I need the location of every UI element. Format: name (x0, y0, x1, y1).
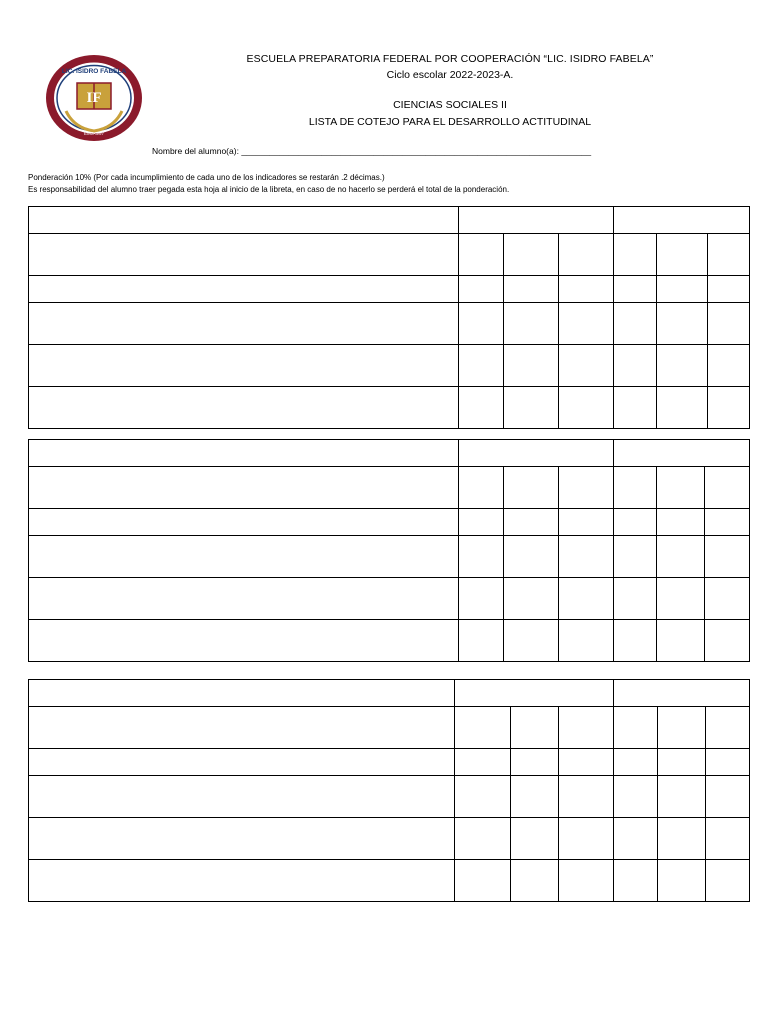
table-cell[interactable] (504, 276, 559, 303)
responsibility-note: Es responsabilidad del alumno traer pegada esta hoja al inicio de la libreta, en caso de no hacerlo se perderá el total de la ponderación. (28, 185, 510, 194)
table-cell[interactable] (29, 345, 459, 387)
table-cell[interactable] (511, 776, 559, 818)
table-cell[interactable] (657, 536, 705, 578)
table-cell[interactable] (614, 234, 657, 276)
student-name-label: Nombre del alumno(a): (152, 146, 239, 156)
table-cell[interactable] (459, 345, 504, 387)
table-cell[interactable] (559, 387, 614, 429)
table-cell[interactable] (657, 467, 705, 509)
table-cell[interactable] (504, 303, 559, 345)
table-row (29, 276, 750, 303)
school-logo (44, 53, 144, 143)
table-cell[interactable] (614, 818, 658, 860)
weighting-note: Ponderación 10% (Por cada incumplimiento de cada uno de los indicadores se restarán .2 décimas.) (28, 173, 385, 182)
table-cell[interactable] (459, 620, 504, 662)
checklist-table-2 (28, 439, 750, 662)
table-cell[interactable] (614, 536, 657, 578)
table-cell[interactable] (511, 860, 559, 902)
checklist-title: LISTA DE COTEJO PARA EL DESARROLLO ACTITUDINAL (308, 116, 592, 128)
table-cell[interactable] (614, 620, 657, 662)
table-cell[interactable] (559, 818, 614, 860)
table-cell[interactable] (614, 749, 658, 776)
table-cell[interactable] (614, 509, 657, 536)
table-cell[interactable] (705, 578, 750, 620)
table-cell[interactable] (459, 207, 614, 234)
table-row (29, 509, 750, 536)
table-cell[interactable] (29, 440, 459, 467)
table-cell[interactable] (504, 467, 559, 509)
table-cell[interactable] (657, 345, 708, 387)
table-cell[interactable] (559, 536, 614, 578)
table-cell[interactable] (658, 707, 706, 749)
table-cell[interactable] (657, 303, 708, 345)
table-cell[interactable] (29, 509, 459, 536)
table-header-row (29, 207, 750, 234)
table-cell[interactable] (705, 536, 750, 578)
table-cell[interactable] (29, 387, 459, 429)
table-cell[interactable] (29, 707, 455, 749)
table-cell[interactable] (614, 776, 658, 818)
table-cell[interactable] (29, 749, 455, 776)
table-cell[interactable] (29, 818, 455, 860)
table-cell[interactable] (559, 860, 614, 902)
school-cycle: Ciclo escolar 2022-2023-A. (386, 69, 514, 81)
table-cell[interactable] (29, 620, 459, 662)
table-cell[interactable] (614, 707, 658, 749)
table-cell[interactable] (455, 818, 511, 860)
table-cell[interactable] (657, 509, 705, 536)
table-cell[interactable] (504, 345, 559, 387)
table-cell[interactable] (614, 680, 750, 707)
table-cell[interactable] (29, 467, 459, 509)
table-cell[interactable] (705, 509, 750, 536)
table-cell[interactable] (614, 440, 750, 467)
table-cell[interactable] (706, 749, 750, 776)
table-cell[interactable] (708, 345, 750, 387)
table-cell[interactable] (708, 303, 750, 345)
table-row (29, 776, 750, 818)
student-name-field[interactable] (152, 146, 591, 156)
logo-initials: IF (86, 90, 102, 106)
school-name: ESCUELA PREPARATORIA FEDERAL POR COOPERACIÓN “LIC. ISIDRO FABELA” (246, 53, 654, 65)
table-cell[interactable] (459, 387, 504, 429)
table-cell[interactable] (657, 578, 705, 620)
table-cell[interactable] (459, 578, 504, 620)
table-row (29, 620, 750, 662)
table-cell[interactable] (559, 276, 614, 303)
table-cell[interactable] (614, 860, 658, 902)
table-cell[interactable] (511, 818, 559, 860)
table-cell[interactable] (504, 536, 559, 578)
table-cell[interactable] (708, 234, 750, 276)
table-cell[interactable] (455, 680, 614, 707)
table-cell[interactable] (657, 234, 708, 276)
table-cell[interactable] (658, 749, 706, 776)
table-cell[interactable] (504, 387, 559, 429)
table-cell[interactable] (511, 749, 559, 776)
table-cell[interactable] (708, 276, 750, 303)
table-cell[interactable] (459, 509, 504, 536)
table-header-row (29, 440, 750, 467)
table-row (29, 707, 750, 749)
table-cell[interactable] (511, 707, 559, 749)
table-cell[interactable] (658, 860, 706, 902)
table-row (29, 234, 750, 276)
table-cell[interactable] (657, 387, 708, 429)
table-cell[interactable] (658, 818, 706, 860)
table-cell[interactable] (455, 749, 511, 776)
table-cell[interactable] (504, 620, 559, 662)
table-cell[interactable] (614, 467, 657, 509)
table-cell[interactable] (459, 303, 504, 345)
table-cell[interactable] (459, 467, 504, 509)
table-cell[interactable] (455, 776, 511, 818)
table-cell[interactable] (459, 276, 504, 303)
table-cell[interactable] (559, 578, 614, 620)
table-cell[interactable] (29, 536, 459, 578)
checklist-table-1 (28, 206, 750, 429)
table-cell[interactable] (614, 387, 657, 429)
table-cell[interactable] (614, 578, 657, 620)
table-cell[interactable] (559, 509, 614, 536)
table-cell[interactable] (614, 207, 750, 234)
table-cell[interactable] (29, 578, 459, 620)
table-cell[interactable] (706, 860, 750, 902)
table-cell[interactable] (459, 536, 504, 578)
table-cell[interactable] (559, 303, 614, 345)
logo-top-text: LIC. ISIDRO FABELA (61, 68, 127, 75)
table-cell[interactable] (455, 860, 511, 902)
table-cell[interactable] (559, 467, 614, 509)
table-row (29, 860, 750, 902)
table-cell[interactable] (504, 234, 559, 276)
table-cell[interactable] (29, 207, 459, 234)
table-row (29, 818, 750, 860)
table-cell[interactable] (559, 620, 614, 662)
table-cell[interactable] (559, 345, 614, 387)
table-cell[interactable] (705, 467, 750, 509)
table-cell[interactable] (29, 776, 455, 818)
table-row (29, 345, 750, 387)
table-cell[interactable] (459, 440, 614, 467)
table-cell[interactable] (29, 276, 459, 303)
table-cell[interactable] (29, 680, 455, 707)
table-cell[interactable] (705, 620, 750, 662)
table-cell[interactable] (614, 345, 657, 387)
table-cell[interactable] (706, 776, 750, 818)
table-cell[interactable] (706, 818, 750, 860)
table-cell[interactable] (559, 776, 614, 818)
table-row (29, 749, 750, 776)
logo-bottom-text: EMS-3/97 (83, 131, 105, 136)
subject-title: CIENCIAS SOCIALES II (393, 99, 507, 111)
table-cell[interactable] (459, 234, 504, 276)
table-cell[interactable] (559, 234, 614, 276)
table-row (29, 303, 750, 345)
table-cell[interactable] (657, 620, 705, 662)
table-cell[interactable] (504, 509, 559, 536)
table-cell[interactable] (559, 749, 614, 776)
table-cell[interactable] (706, 707, 750, 749)
table-cell[interactable] (657, 276, 708, 303)
table-cell[interactable] (29, 860, 455, 902)
checklist-table-3 (28, 679, 750, 902)
table-cell[interactable] (708, 387, 750, 429)
table-cell[interactable] (614, 303, 657, 345)
table-cell[interactable] (455, 707, 511, 749)
table-cell[interactable] (29, 303, 459, 345)
table-row (29, 387, 750, 429)
table-header-row (29, 680, 750, 707)
table-cell[interactable] (504, 578, 559, 620)
table-cell[interactable] (29, 234, 459, 276)
table-row (29, 467, 750, 509)
student-name-blank: __________________________________________________________________________ (241, 146, 592, 156)
table-row (29, 536, 750, 578)
table-cell[interactable] (658, 776, 706, 818)
table-cell[interactable] (614, 276, 657, 303)
table-row (29, 578, 750, 620)
table-cell[interactable] (559, 707, 614, 749)
